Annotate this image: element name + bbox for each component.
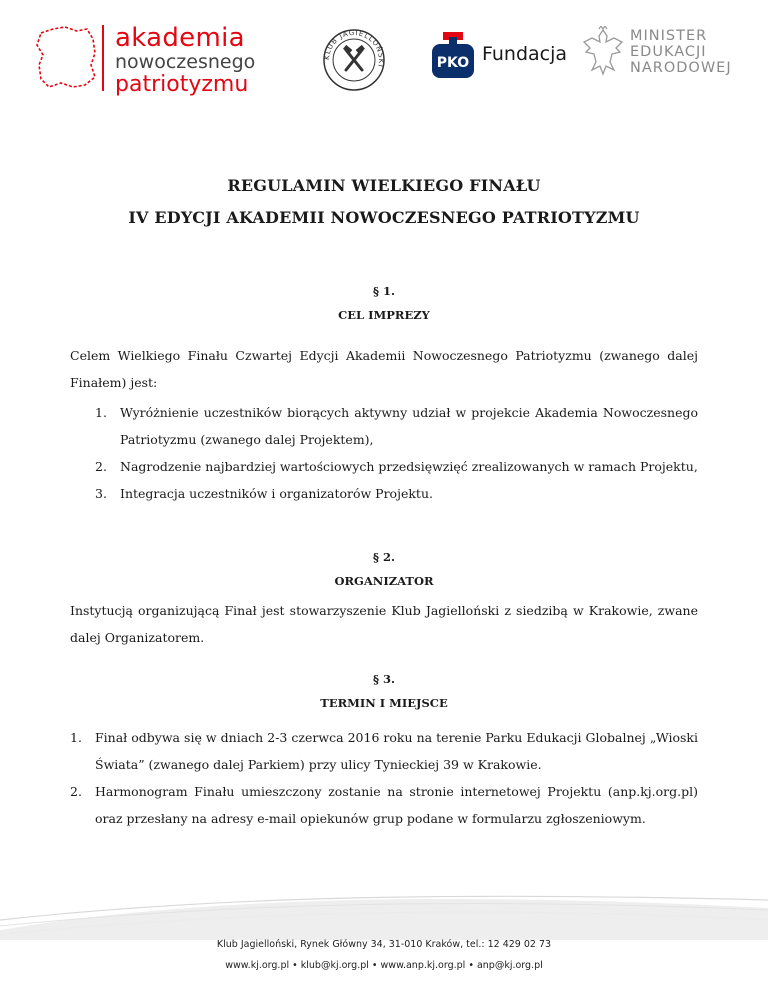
section-1-intro: Celem Wielkiego Finału Czwartej Edycji Akademii Nowoczesnego Patriotyzmu (zwanego dalej Finałem) jest: — [70, 348, 698, 390]
list-item — [95, 480, 698, 507]
men-logo-line2: EDUKACJI — [630, 44, 707, 60]
list-item — [70, 724, 698, 778]
section-1-heading: CEL IMPREZY — [338, 308, 430, 322]
list-item-number: 1. — [95, 405, 107, 420]
svg-text:PKO: PKO — [436, 55, 470, 71]
anp-logo-line3: patriotyzmu — [115, 72, 249, 97]
logo-divider — [102, 25, 104, 91]
section-2-text: Instytucją organizującą Finał jest stowarzyszenie Klub Jagielloński z siedzibą w Krakowie, zwane dalej Organizatorem. — [70, 603, 698, 645]
section-1-number: § 1. — [372, 284, 396, 298]
footer-contacts: www.kj.org.pl • klub@kj.org.pl • www.anp.kj.org.pl • anp@kj.org.pl — [225, 960, 543, 971]
men-logo-text — [630, 28, 732, 76]
list-item-number: 2. — [70, 784, 82, 799]
footer-address: Klub Jagielloński, Rynek Główny 34, 31-010 Kraków, tel.: 12 429 02 73 — [216, 939, 552, 950]
section-2-number: § 2. — [372, 550, 396, 564]
list-item-text: Harmonogram Finału umieszczony zostanie na stronie internetowej Projektu (anp.kj.org.pl) oraz przesłany na adresy e-mail opiekunów grup podane w formularzu zgłoszeniowym. — [95, 784, 698, 826]
list-item — [95, 399, 698, 453]
document-title-line1: REGULAMIN WIELKIEGO FINAŁU — [227, 176, 541, 195]
section-3-heading: TERMIN I MIEJSCE — [320, 696, 448, 710]
men-logo-line1: MINISTER — [630, 28, 708, 44]
pko-piggy-bank-icon — [430, 30, 476, 80]
list-item-text: Wyróżnienie uczestników biorących aktywny udział w projekcie Akademia Nowoczesnego Patriotyzmu (zwanego dalej Projektem), — [120, 405, 698, 447]
klub-jagiellonski-seal-icon — [322, 28, 386, 92]
section-3-number: § 3. — [372, 672, 396, 686]
document-title-line2: IV EDYCJI AKADEMII NOWOCZESNEGO PATRIOTYZMU — [128, 208, 640, 227]
section-3-list — [70, 724, 698, 832]
anp-logo-line2: nowoczesnego — [115, 51, 256, 73]
kj-seal-text: KLUB JAGIELLOŃSKI — [322, 28, 386, 69]
akademia-nowoczesnego-patriotyzmu-logo — [35, 23, 256, 97]
list-item — [70, 778, 698, 832]
list-item — [95, 453, 698, 480]
pko-fundacja-label: Fundacja — [482, 43, 568, 65]
list-item-number: 2. — [95, 459, 107, 474]
anp-logo-text — [115, 25, 255, 96]
klub-jagiellonski-logo — [322, 28, 386, 92]
poland-map-icon — [35, 25, 99, 91]
list-item-number: 1. — [70, 730, 82, 745]
white-eagle-emblem-icon — [582, 26, 624, 78]
list-item-text: Nagrodzenie najbardziej wartościowych przedsięwzięć zrealizowanych w ramach Projektu, — [120, 459, 698, 474]
minister-edukacji-narodowej-logo — [582, 26, 762, 86]
page-header — [0, 0, 768, 110]
section-2-heading: ORGANIZATOR — [334, 574, 434, 588]
pko-fundacja-logo — [430, 30, 570, 80]
anp-logo-line1: akademia — [115, 23, 245, 53]
men-logo-line3: NARODOWEJ — [630, 60, 732, 76]
list-item-text: Integracja uczestników i organizatorów Projektu. — [120, 486, 433, 501]
list-item-text: Finał odbywa się w dniach 2-3 czerwca 2016 roku na terenie Parku Edukacji Globalnej „Wioski Świata” (zwanego dalej Parkiem) przy ulicy Tynieckiej 39 w Krakowie. — [95, 730, 698, 772]
svg-text:KLUB JAGIELLOŃSKI — [323, 29, 385, 69]
footer-wave-decoration — [0, 890, 768, 940]
section-1-list — [95, 399, 698, 507]
list-item-number: 3. — [95, 486, 107, 501]
